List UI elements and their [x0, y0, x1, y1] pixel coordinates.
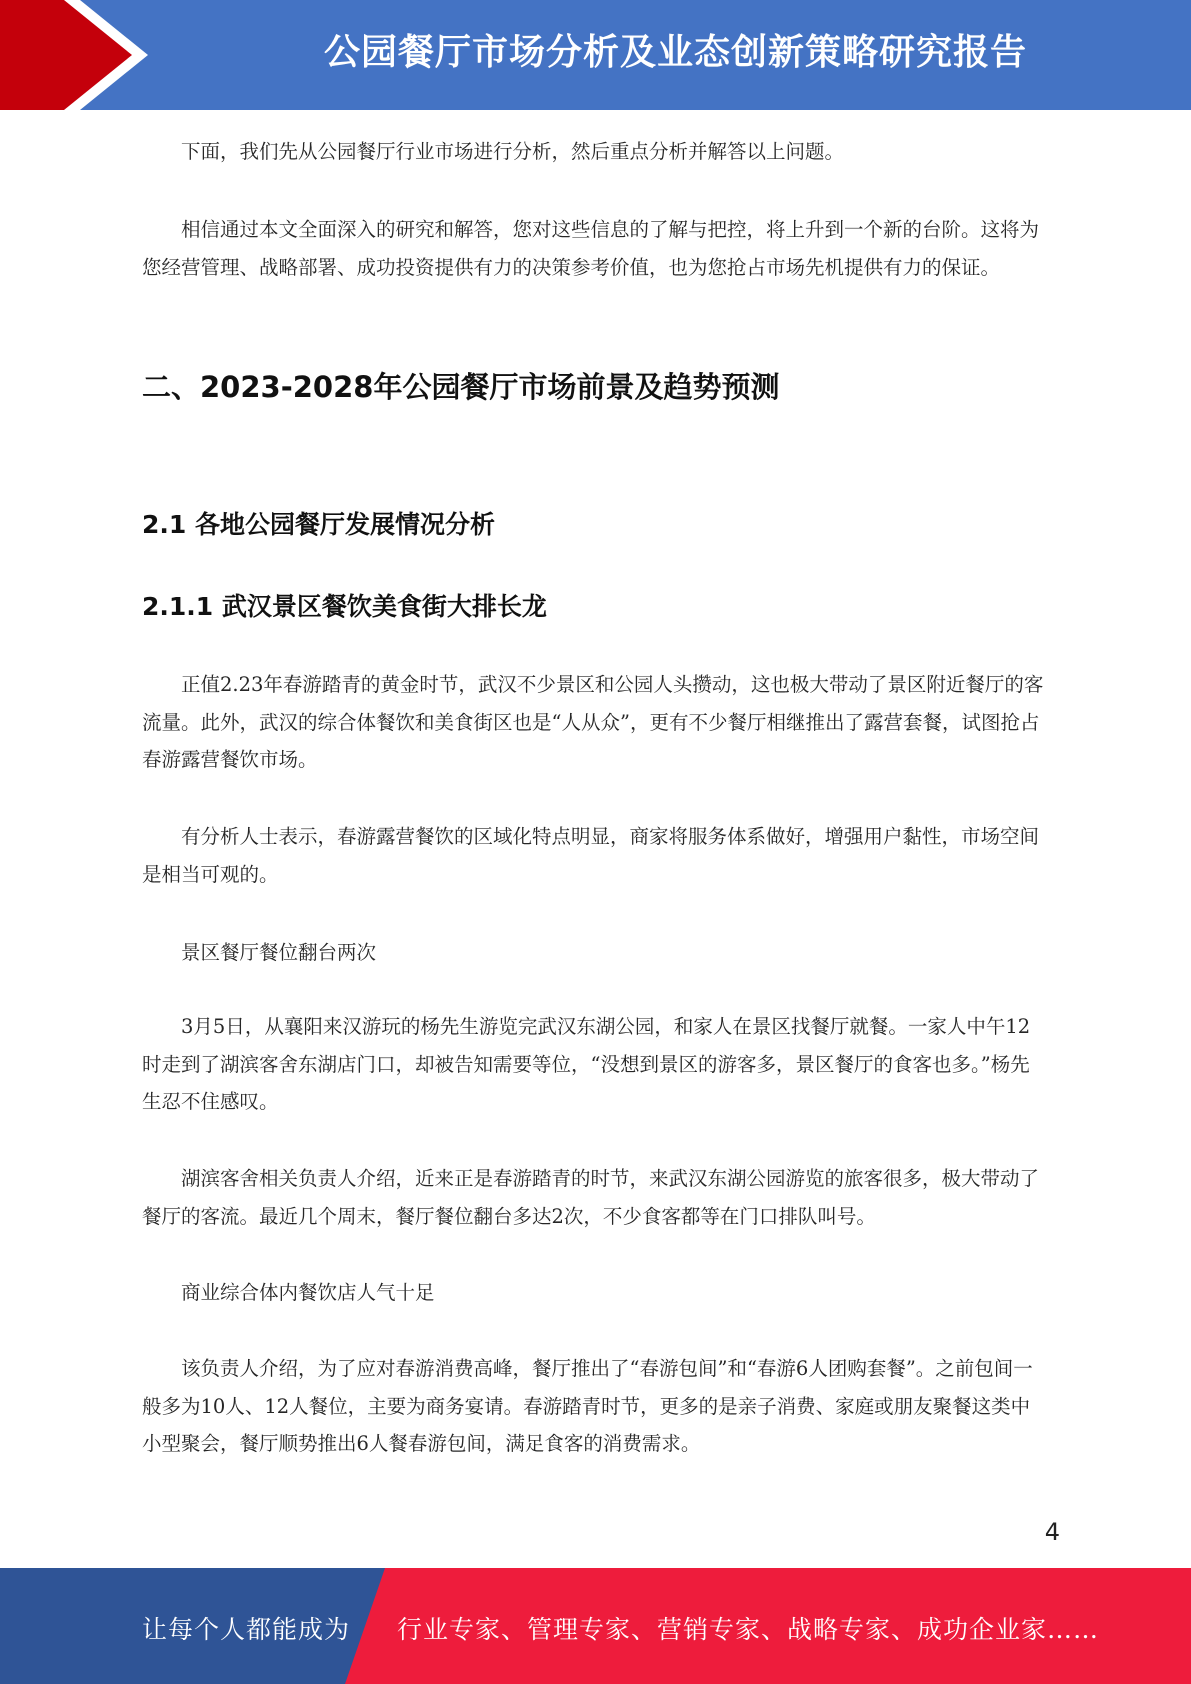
page-number: 4 [1044, 1518, 1060, 1546]
footer-slogan-left: 让每个人都能成为 [142, 1615, 351, 1644]
report-title: 公园餐厅市场分析及业态创新策略研究报告 [323, 32, 1027, 73]
paragraph: 湖滨客舍相关负责人介绍，近来正是春游踏青的时节，来武汉东湖公园游览的旅客很多，极大带动了餐厅的客流。最近几个周末，餐厅餐位翻台多达2次，不少食客都等在门口排队叫号。 [142, 1167, 1040, 1228]
subsubsection-heading: 2.1.1 武汉景区餐饮美食街大排长龙 [142, 592, 547, 621]
footer-slogan-right: 行业专家、管理专家、营销专家、战略专家、成功企业家…… [397, 1615, 1100, 1644]
paragraph: 正值2.23年春游踏青的黄金时节，武汉不少景区和公园人头攒动，这也极大带动了景区附近餐厅的客流量。此外，武汉的综合体餐饮和美食街区也是“人从众”，更有不少餐厅相继推出了露营套餐，试图抢占春游露营餐饮市场。 [142, 673, 1044, 771]
footer-banner [0, 1568, 1191, 1684]
section-heading: 二、2023-2028年公园餐厅市场前景及趋势预测 [142, 370, 780, 404]
paragraph: 相信通过本文全面深入的研究和解答，您对这些信息的了解与把控，将上升到一个新的台阶。这将为您经营管理、战略部署、成功投资提供有力的决策参考价值，也为您抢占市场先机提供有力的保证。 [142, 218, 1040, 279]
paragraph-subtitle: 景区餐厅餐位翻台两次 [181, 941, 377, 964]
paragraph-subtitle: 商业综合体内餐饮店人气十足 [181, 1281, 435, 1304]
paragraph: 下面，我们先从公园餐厅行业市场进行分析，然后重点分析并解答以上问题。 [181, 140, 845, 163]
header-banner [0, 0, 1191, 110]
subsection-heading: 2.1 各地公园餐厅发展情况分析 [142, 510, 495, 539]
paragraph: 该负责人介绍，为了应对春游消费高峰，餐厅推出了“春游包间”和“春游6人团购套餐”。之前包间一般多为10人、12人餐位，主要为商务宴请。春游踏青时节，更多的是亲子消费、家庭或朋友聚餐这类中小型聚会，餐厅顺势推出6人餐春游包间，满足食客的消费需求。 [142, 1357, 1033, 1455]
paragraph: 有分析人士表示，春游露营餐饮的区域化特点明显，商家将服务体系做好，增强用户黏性，市场空间是相当可观的。 [142, 825, 1040, 886]
paragraph: 3月5日，从襄阳来汉游玩的杨先生游览完武汉东湖公园，和家人在景区找餐厅就餐。一家人中午12时走到了湖滨客舍东湖店门口，却被告知需要等位，“没想到景区的游客多，景区餐厅的食客也多。”杨先生忍不住感叹。 [142, 1015, 1031, 1113]
